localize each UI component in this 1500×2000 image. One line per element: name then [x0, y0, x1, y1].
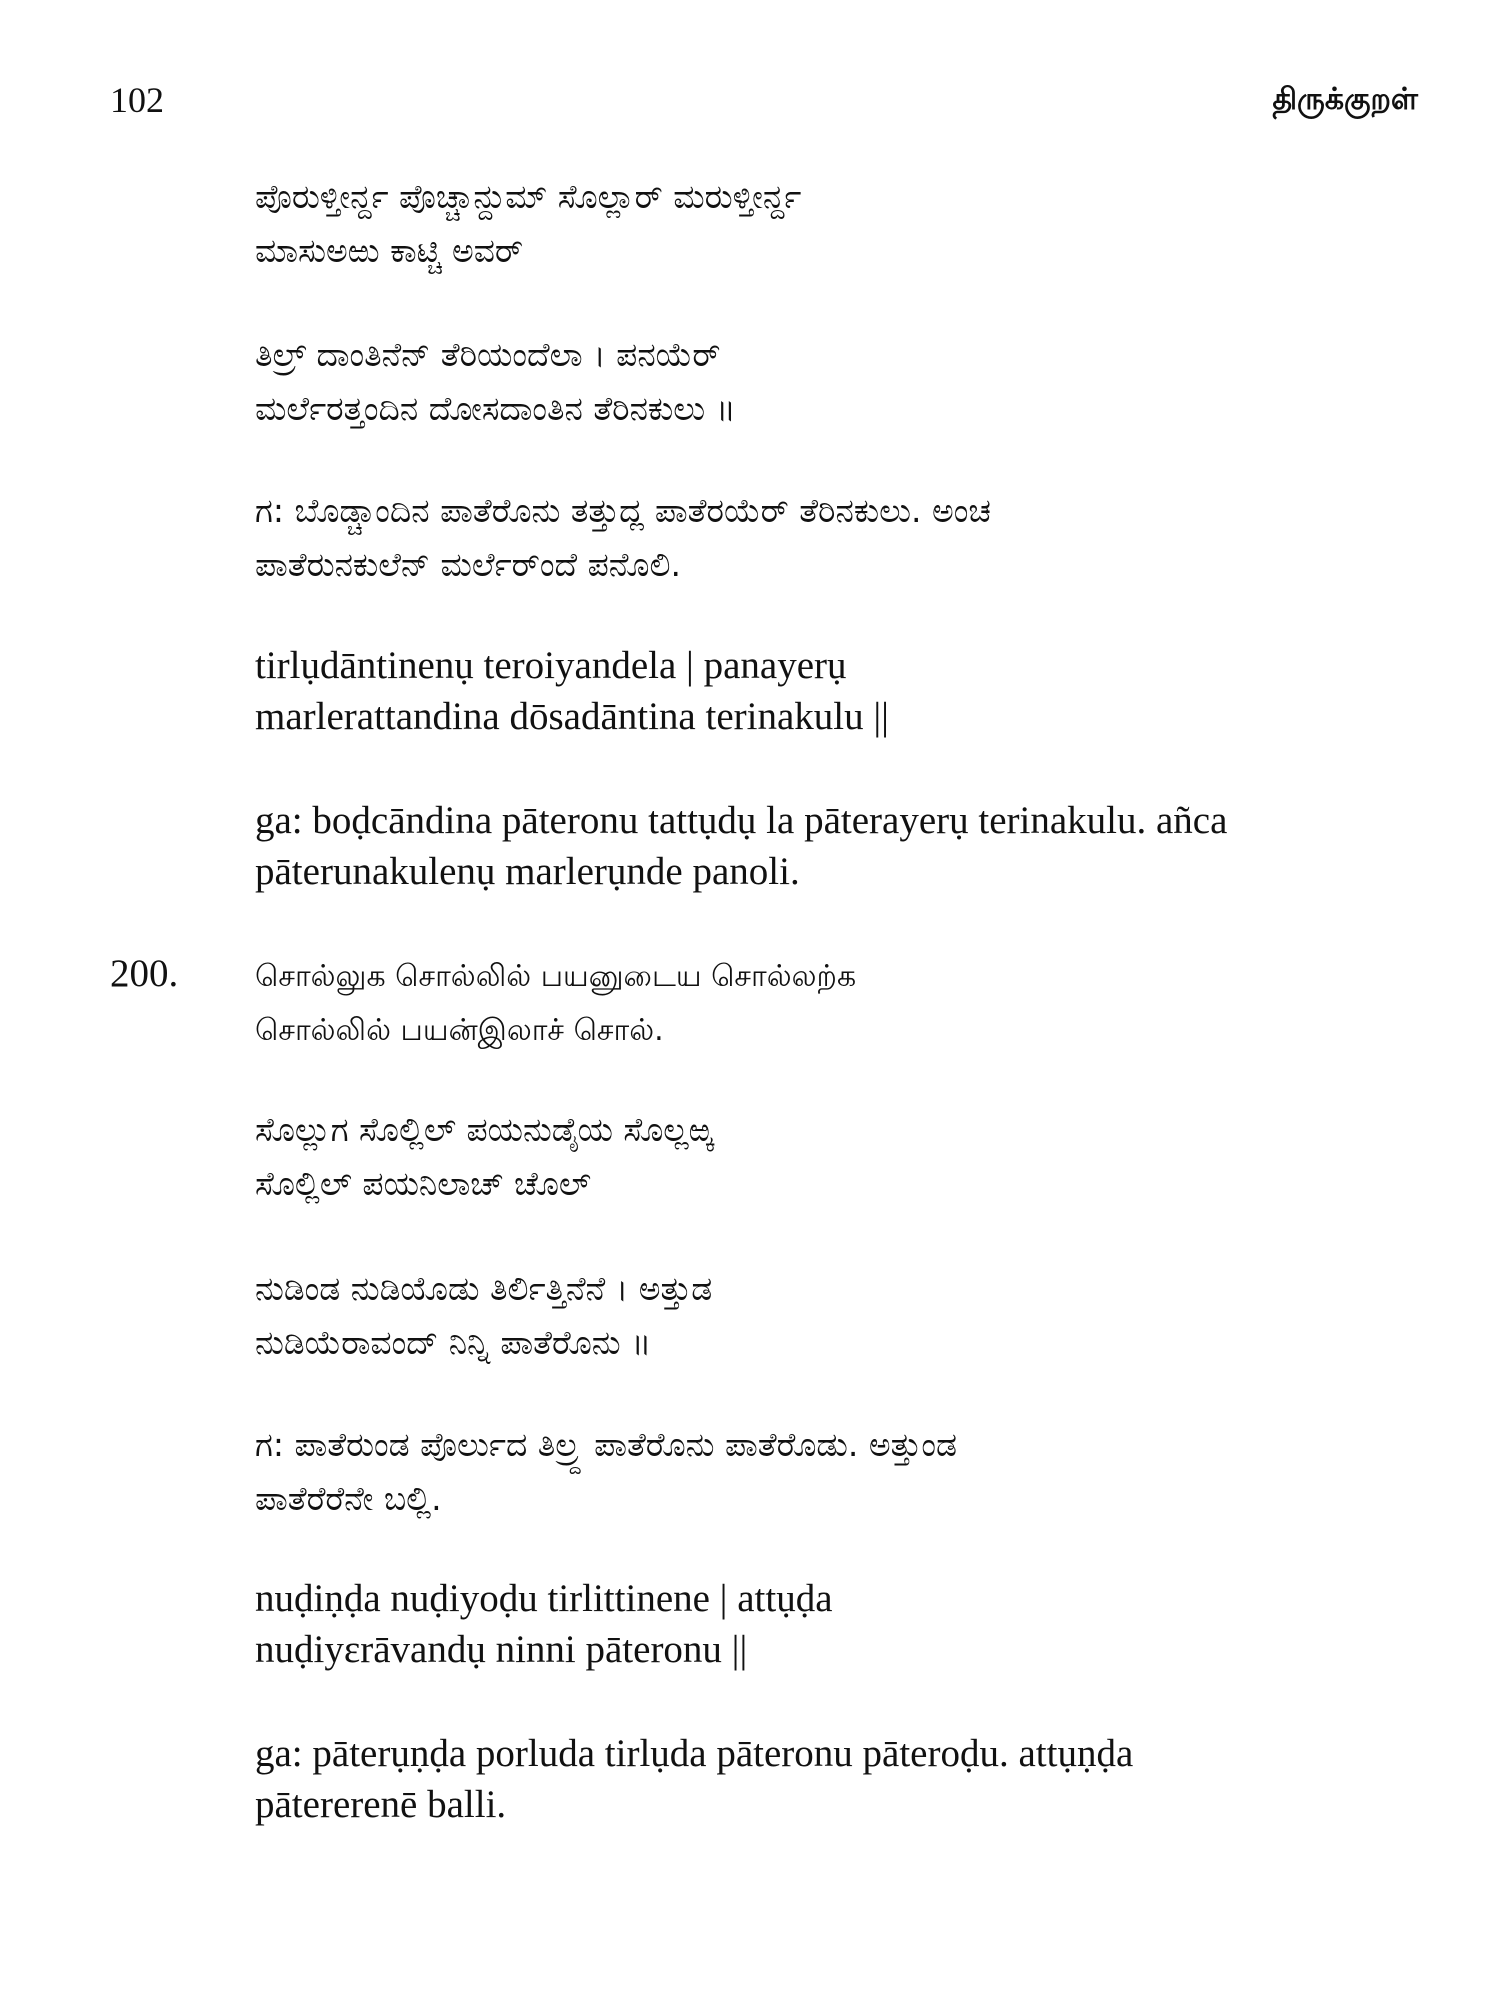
text-line: ga: pāterụṇḍa porluda tirlụda pāteronu pāteroḍu. attụṇḍa	[255, 1732, 1134, 1775]
text-line: pāterunakulenụ marlerụnde panoli.	[255, 850, 800, 893]
text-line: ಪೊರುಳ್ತೀರ್ನ್ದ ಪೊಚ್ಚಾನ್ದುಮ್ ಸೊಲ್ಲಾರ್ ಮರುಳ್ತೀರ್ನ್ದ	[255, 177, 802, 216]
text-line: ಗ: ಬೊಡ್ಚಾಂದಿನ ಪಾತೆರೊನು ತತ್ತುದ್ಲ ಪಾತೆರಯೆರ್ ತೆರಿನಕುಲು. ಅಂಚ	[255, 491, 991, 530]
verse-199-kannada-transliteration	[255, 170, 1415, 278]
running-title: திருக்குறள்	[1272, 82, 1418, 117]
text-line: nuḍiyɛrāvandụ ninni pāteronu ||	[255, 1628, 748, 1671]
text-line: ಗ: ಪಾತೆರುಂಡ ಪೊರ್ಲುದ ತಿಲ್ರ್ದ ಪಾತೆರೊನು ಪಾತೆರೊಡು. ಅತ್ತುಂಡ	[255, 1425, 958, 1464]
text-line: ಪಾತೆರೆರೆನೇ ಬಲ್ಲಿ.	[255, 1479, 442, 1518]
verse-199-tulu-verse	[255, 328, 1415, 436]
verse-200-tulu-verse	[255, 1262, 1415, 1370]
text-line: ಮರ್ಲೆರತ್ತಂದಿನ ದೋಸದಾಂತಿನ ತೆರಿನಕುಲು ॥	[255, 389, 736, 428]
verse-199-tulu-prose	[255, 484, 1415, 592]
text-line: ತಿಲ್ರ್ ದಾಂತಿನೆನ್ ತೆರಿಯಂದೆಲಾ । ಪನಯೆರ್	[255, 335, 721, 374]
verse-200-tamil	[255, 950, 1415, 1058]
text-line: ಸೊಲ್ಲಿಲ್ ಪಯನಿಲಾಚ್ ಚೊಲ್	[255, 1164, 591, 1203]
verse-200-roman-prose	[255, 1728, 1415, 1830]
text-line: nuḍiṇḍa nuḍiyoḍu tirlittinene | attụḍa	[255, 1577, 833, 1620]
page-number: 102	[110, 80, 164, 120]
text-line: ಸೊಲ್ಲುಗ ಸೊಲ್ಲಿಲ್ ಪಯನುಡೈಯ ಸೊಲ್ಲಱ್ಕ	[255, 1110, 714, 1149]
verse-200-tulu-prose	[255, 1418, 1415, 1526]
verse-199-roman-verse	[255, 640, 1415, 742]
verse-200-kannada-transliteration	[255, 1103, 1415, 1211]
text-line: marlerattandina dōsadāntina terinakulu ||	[255, 695, 889, 738]
text-line: ga: boḍcāndina pāteronu tattụdụ la pāterayerụ terinakulu. añca	[255, 799, 1228, 842]
text-line: சொல்லுக சொல்லில் பயனுடைய சொல்லற்க	[255, 959, 857, 994]
text-line: ನುಡಿಯೆರಾವಂದ್ ನಿನ್ನಿ ಪಾತೆರೊನು ॥	[255, 1323, 652, 1362]
verse-199-roman-prose	[255, 795, 1415, 897]
verse-200-roman-verse	[255, 1573, 1415, 1675]
text-line: ಪಾತೆರುನಕುಲೆನ್ ಮರ್ಲೆರ್ಂದೆ ಪನೊಲಿ.	[255, 545, 681, 584]
text-line: ನುಡಿಂಡ ನುಡಿಯೊಡು ತಿರ್ಲಿತ್ತಿನೆನೆ । ಅತ್ತುಡ	[255, 1269, 713, 1308]
text-line: சொல்லில் பயன்இலாச் சொல்.	[255, 1013, 664, 1048]
text-line: ಮಾಸುಅಱು ಕಾಟ್ಚಿ ಅವರ್	[255, 231, 524, 270]
verse-number: 200.	[110, 952, 179, 995]
text-line: tirlụdāntinenụ teroiyandela | panayerụ	[255, 644, 847, 687]
text-line: pātererenē balli.	[255, 1783, 507, 1826]
